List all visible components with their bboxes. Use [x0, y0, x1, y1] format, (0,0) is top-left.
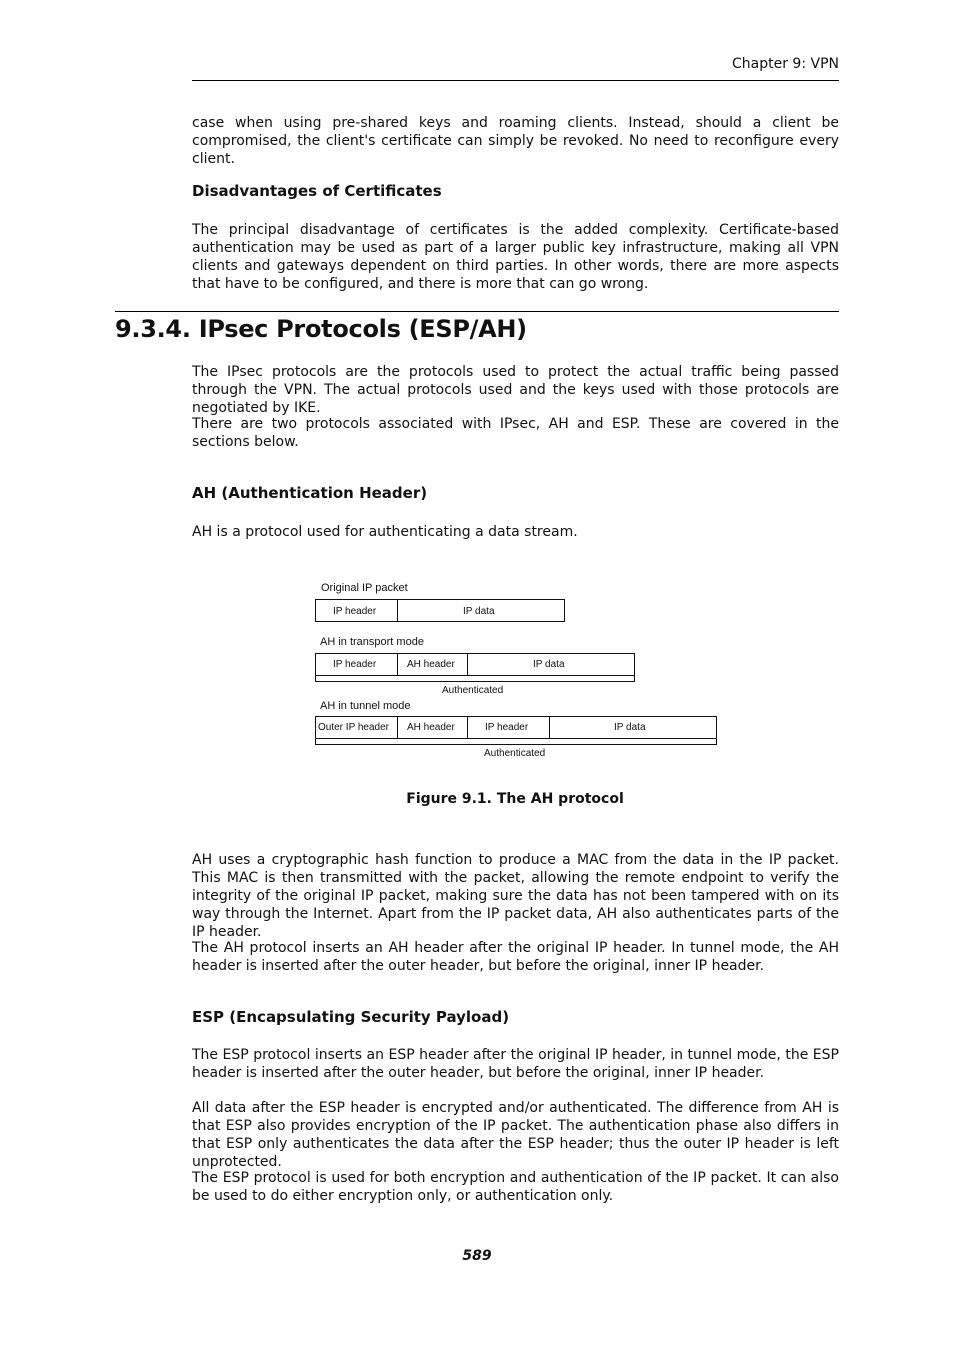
ah-heading: AH (Authentication Header) [192, 484, 428, 502]
intro-paragraph: case when using pre-shared keys and roaming clients. Instead, should a client be compromised, the client's certificate can simply be revoked. No need to reconfigure every client. [192, 115, 839, 167]
header-rule [192, 80, 839, 81]
tunnel-authenticated: Authenticated [484, 748, 546, 759]
page-number: 589 [462, 1248, 492, 1264]
transport-ah-header: AH header [407, 659, 455, 670]
ah-paragraph-2: AH uses a cryptographic hash function to produce a MAC from the data in the IP packet. This MAC is then transmitted with the packet, allowing the remote endpoint to verify the integrity of the original IP packet, making sure the data has not been tampered with on its way through the Internet. Apart from the IP packet data, AH also authenticates parts of the IP header. [192, 852, 839, 940]
tunnel-outer-ip-header: Outer IP header [318, 722, 389, 733]
figure-caption: Figure 9.1. The AH protocol [406, 791, 624, 807]
esp-heading: ESP (Encapsulating Security Payload) [192, 1008, 510, 1026]
transport-ip-header: IP header [333, 659, 377, 670]
transport-mode-label: AH in transport mode [320, 636, 424, 648]
esp-paragraph-1: The ESP protocol inserts an ESP header after the original IP header, in tunnel mode, the ESP header is inserted after the outer header, but before the original, inner IP header. [192, 1047, 839, 1081]
tunnel-mode-label: AH in tunnel mode [320, 700, 411, 712]
section-rule [115, 311, 839, 312]
disadvantages-heading: Disadvantages of Certificates [192, 182, 442, 200]
section-title: 9.3.4. IPsec Protocols (ESP/AH) [115, 315, 527, 343]
ah-paragraph-3: The AH protocol inserts an AH header after the original IP header. In tunnel mode, the AH header is inserted after the outer header, but before the original, inner IP header. [192, 940, 839, 974]
esp-paragraph-2: All data after the ESP header is encrypted and/or authenticated. The difference from AH is that ESP also provides encryption of the IP packet. The authentication phase also differs in that ESP only authenticates the data after the ESP header; thus the outer IP header is left unprotected. [192, 1100, 839, 1170]
tunnel-packet-box [316, 717, 717, 739]
transport-authenticated: Authenticated [442, 685, 504, 696]
tunnel-ip-data: IP data [614, 722, 646, 733]
original-packet-label: Original IP packet [321, 582, 408, 594]
section-paragraph-1: The IPsec protocols are the protocols used to protect the actual traffic being passed through the VPN. The actual protocols used and the keys used with those protocols are negotiated by IKE. [192, 364, 839, 416]
ah-paragraph-1: AH is a protocol used for authenticating a data stream. [192, 524, 578, 540]
tunnel-ah-header: AH header [407, 722, 455, 733]
transport-auth-bar [316, 676, 635, 682]
transport-packet-box [316, 654, 635, 676]
disadvantages-paragraph: The principal disadvantage of certificates is the added complexity. Certificate-based authentication may be used as part of a larger public key infrastructure, making all VPN clients and gateways dependent on third parties. In other words, there are more aspects that have to be configured, and there is more that can go wrong. [192, 222, 839, 292]
section-paragraph-2: There are two protocols associated with IPsec, AH and ESP. These are covered in the sections below. [192, 416, 839, 450]
transport-ip-data: IP data [533, 659, 565, 670]
original-ip-data: IP data [463, 606, 495, 617]
running-header: Chapter 9: VPN [732, 56, 839, 72]
tunnel-ip-header: IP header [485, 722, 529, 733]
original-packet-box [316, 600, 565, 622]
esp-paragraph-3: The ESP protocol is used for both encryption and authentication of the IP packet. It can also be used to do either encryption only, or authentication only. [192, 1170, 839, 1204]
tunnel-auth-bar [316, 739, 717, 745]
original-ip-header: IP header [333, 606, 377, 617]
